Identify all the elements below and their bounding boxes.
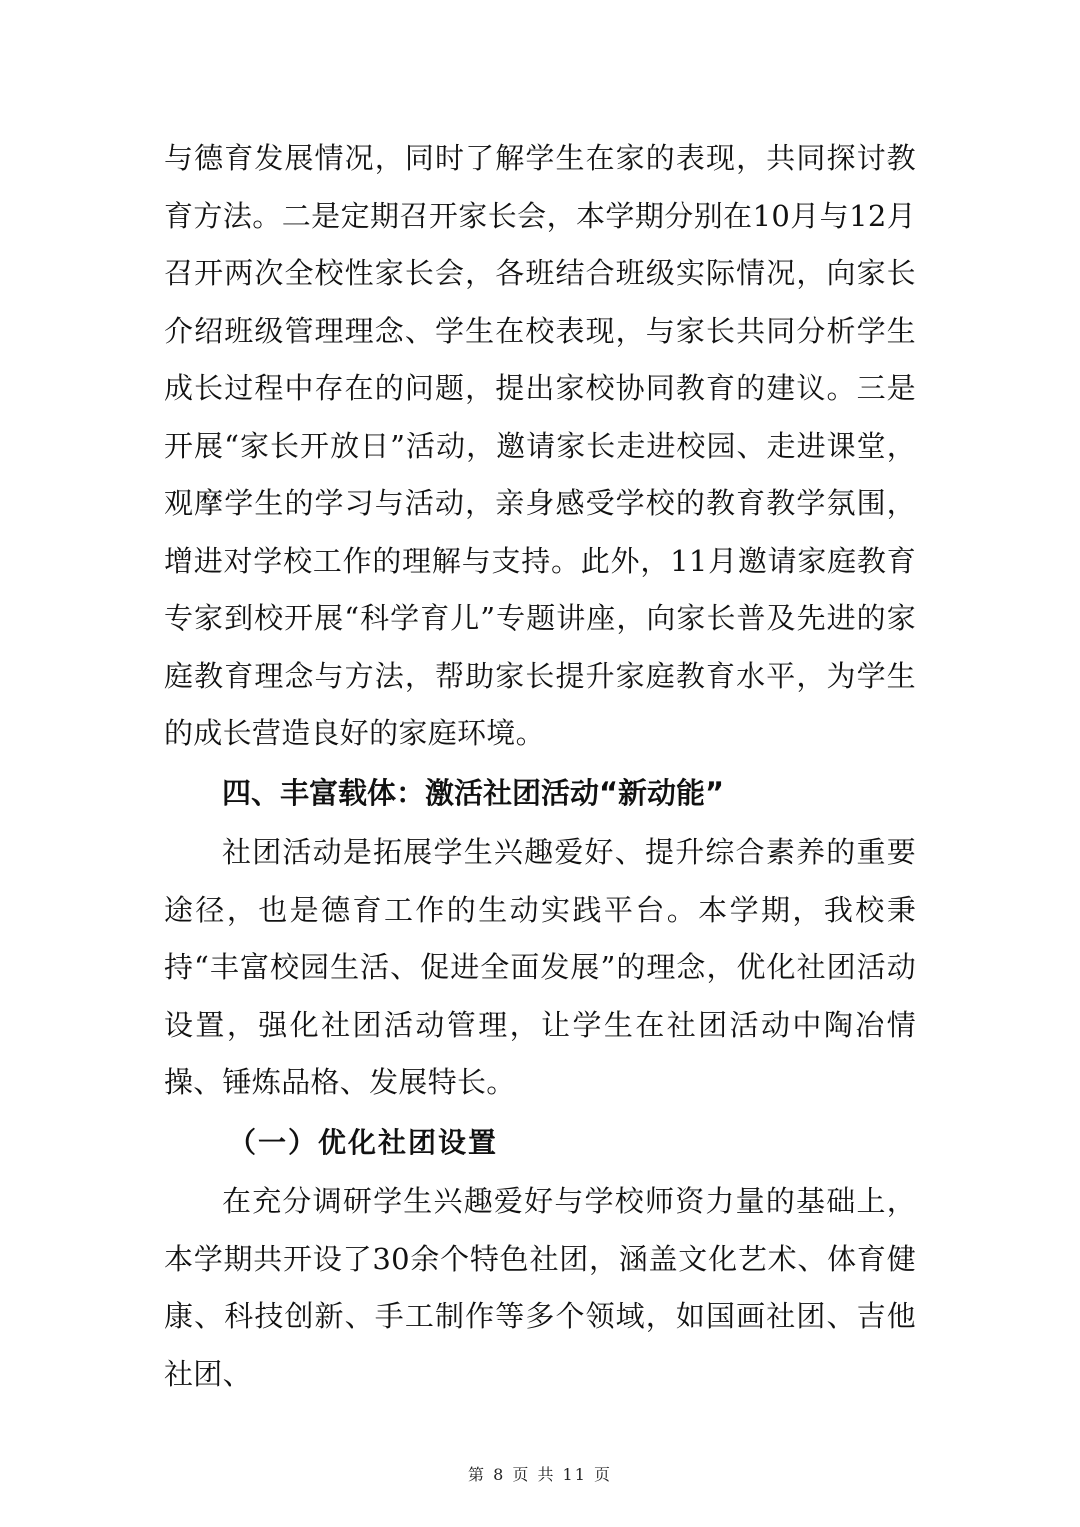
section-heading: 四、丰富载体：激活社团活动“新动能” xyxy=(222,775,725,810)
page-footer: 第 8 页 共 11 页 xyxy=(468,1465,612,1484)
body-paragraph: 社团活动是拓展学生兴趣爱好、提升综合素养的重要途径，也是德育工作的生动实践平台。本学期，我校秉持“丰富校园生活、促进全面发展”的理念，优化社团活动设置，强化社团活动管理，让学生在社团活动中陶冶情操、锤炼品格、发展特长。 xyxy=(164,835,916,1099)
document-body xyxy=(164,130,916,1403)
body-paragraph: 与德育发展情况，同时了解学生在家的表现，共同探讨教育方法。二是定期召开家长会，本学期分别在10月与12月召开两次全校性家长会，各班结合班级实际情况，向家长介绍班级管理理念、学生在校表现，与家长共同分析学生成长过程中存在的问题，提出家校协同教育的建议。三是开展“家长开放日”活动，邀请家长走进校园、走进课堂，观摩学生的学习与活动，亲身感受学校的教育教学氛围，增进对学校工作的理解与支持。此外，11月邀请家庭教育专家到校开展“科学育儿”专题讲座，向家长普及先进的家庭教育理念与方法，帮助家长提升家庭教育水平，为学生的成长营造良好的家庭环境。 xyxy=(164,141,916,750)
body-paragraph: 在充分调研学生兴趣爱好与学校师资力量的基础上，本学期共开设了30余个特色社团，涵盖文化艺术、体育健康、科技创新、手工制作等多个领域，如国画社团、吉他社团、 xyxy=(164,1184,916,1391)
subsection-heading: （一）优化社团设置 xyxy=(228,1125,499,1159)
